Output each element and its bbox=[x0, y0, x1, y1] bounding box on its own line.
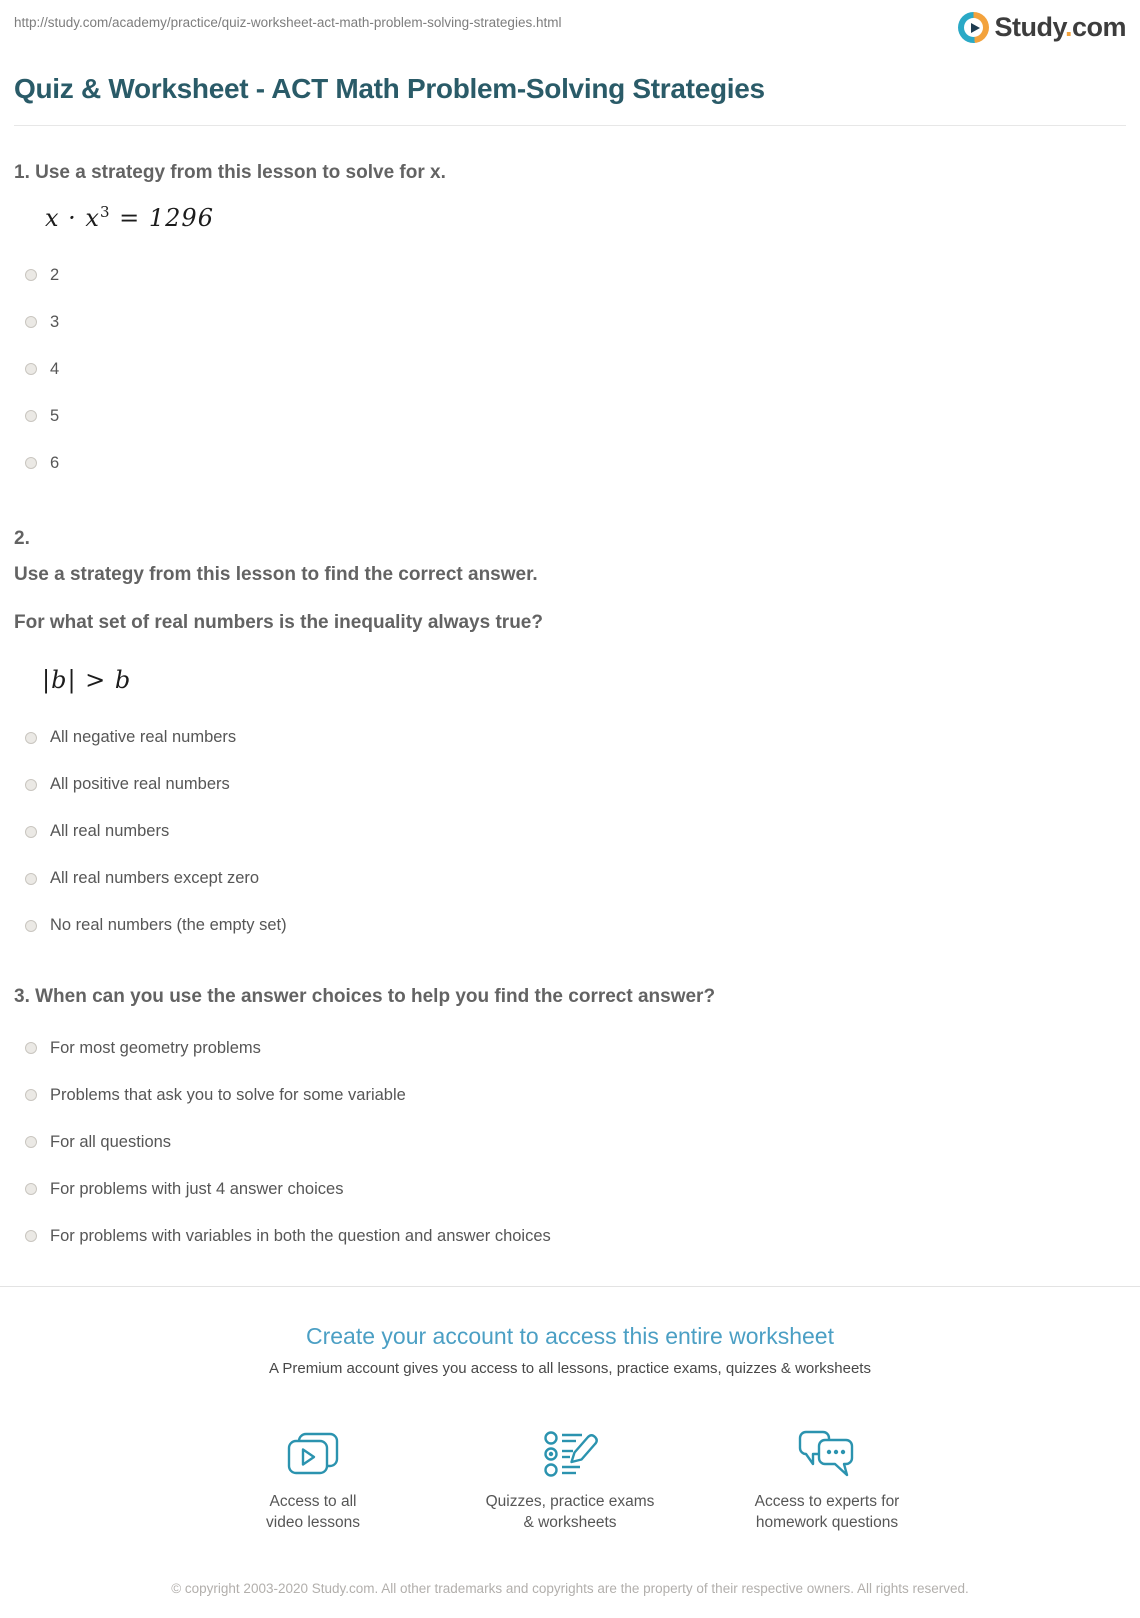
question-2-prompt-2: For what set of real numbers is the inequality always true? bbox=[14, 611, 543, 633]
radio-button[interactable] bbox=[25, 732, 37, 744]
answer-option[interactable]: All positive real numbers bbox=[25, 775, 1126, 794]
feature-quizzes-worksheets bbox=[473, 1419, 668, 1534]
question-1-options bbox=[14, 266, 1126, 473]
feature-caption: Quizzes, practice exams & worksheets bbox=[485, 1492, 655, 1532]
create-account-cta bbox=[0, 1323, 1140, 1377]
play-circle-icon bbox=[958, 12, 989, 43]
radio-button[interactable] bbox=[25, 873, 37, 885]
video-lessons-icon bbox=[216, 1419, 411, 1481]
answer-option[interactable]: 2 bbox=[25, 266, 1126, 285]
question-3 bbox=[14, 983, 1126, 1246]
feature-video-lessons bbox=[216, 1419, 411, 1534]
features-row bbox=[0, 1419, 1140, 1534]
answer-option[interactable]: For problems with variables in both the question and answer choices bbox=[25, 1227, 1126, 1246]
cta-subtitle: A Premium account gives you access to all lessons, practice exams, quizzes & worksheets bbox=[269, 1359, 871, 1377]
question-2-number: 2. bbox=[14, 527, 30, 549]
question-1-formula: $x \cdot x^3 = 1296$ bbox=[45, 202, 214, 232]
radio-button[interactable] bbox=[25, 1042, 37, 1054]
question-2 bbox=[14, 525, 1126, 936]
question-2-prompt-1: Use a strategy from this lesson to find the correct answer. bbox=[14, 564, 538, 586]
feature-caption: Access to experts for homework questions bbox=[754, 1492, 900, 1532]
answer-option[interactable]: All negative real numbers bbox=[25, 728, 1126, 747]
question-2-options bbox=[14, 728, 1126, 935]
answer-option[interactable]: All real numbers except zero bbox=[25, 869, 1126, 888]
radio-button[interactable] bbox=[25, 826, 37, 838]
radio-button[interactable] bbox=[25, 1230, 37, 1242]
radio-button[interactable] bbox=[25, 410, 37, 422]
radio-button[interactable] bbox=[25, 269, 37, 281]
page-title: Quiz & Worksheet - ACT Math Problem-Solving Strategies bbox=[14, 73, 765, 104]
answer-option[interactable]: 6 bbox=[25, 454, 1126, 473]
answer-option[interactable]: Problems that ask you to solve for some variable bbox=[25, 1086, 1126, 1105]
radio-button[interactable] bbox=[25, 920, 37, 932]
question-1 bbox=[14, 159, 1126, 473]
logo-text: Study.com bbox=[994, 12, 1126, 42]
answer-option[interactable]: For problems with just 4 answer choices bbox=[25, 1180, 1126, 1199]
radio-button[interactable] bbox=[25, 779, 37, 791]
answer-option[interactable]: 4 bbox=[25, 360, 1126, 379]
answer-option[interactable]: All real numbers bbox=[25, 822, 1126, 841]
section-divider bbox=[0, 1286, 1140, 1287]
play-triangle-icon bbox=[971, 23, 980, 33]
cta-heading[interactable]: Create your account to access this entire worksheet bbox=[306, 1322, 834, 1349]
answer-option[interactable]: No real numbers (the empty set) bbox=[25, 916, 1126, 935]
answer-option[interactable]: 3 bbox=[25, 313, 1126, 332]
question-3-options bbox=[14, 1039, 1126, 1246]
question-3-heading: 3. When can you use the answer choices to help you find the correct answer? bbox=[14, 986, 716, 1008]
page-url: http://study.com/academy/practice/quiz-worksheet-act-math-problem-solving-strategies.html bbox=[14, 15, 562, 30]
copyright-notice: © copyright 2003-2020 Study.com. All other trademarks and copyrights are the property of their respective owners. All rights reserved. bbox=[171, 1581, 969, 1597]
experts-chat-icon bbox=[730, 1419, 925, 1481]
question-1-heading: 1. Use a strategy from this lesson to solve for x. bbox=[14, 162, 446, 183]
feature-experts-chat bbox=[730, 1419, 925, 1534]
radio-button[interactable] bbox=[25, 1089, 37, 1101]
page-header bbox=[0, 0, 1140, 43]
feature-caption: Access to all video lessons bbox=[266, 1492, 360, 1532]
quizzes-worksheets-icon bbox=[473, 1419, 668, 1481]
question-2-formula: |b| > b bbox=[42, 666, 132, 695]
radio-button[interactable] bbox=[25, 457, 37, 469]
answer-option[interactable]: For most geometry problems bbox=[25, 1039, 1126, 1058]
answer-option[interactable]: 5 bbox=[25, 407, 1126, 426]
title-divider bbox=[14, 125, 1126, 126]
radio-button[interactable] bbox=[25, 316, 37, 328]
radio-button[interactable] bbox=[25, 363, 37, 375]
studycom-logo[interactable] bbox=[958, 12, 1126, 43]
answer-option[interactable]: For all questions bbox=[25, 1133, 1126, 1152]
radio-button[interactable] bbox=[25, 1183, 37, 1195]
radio-button[interactable] bbox=[25, 1136, 37, 1148]
